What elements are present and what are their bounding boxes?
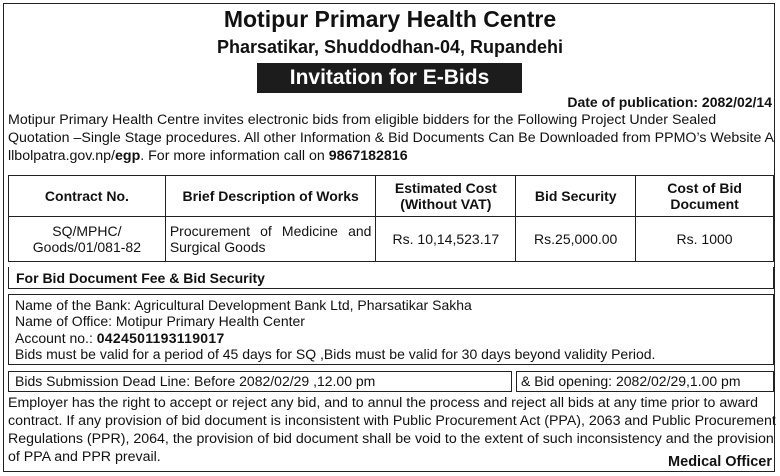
footer-paragraph: Employer has the right to accept or reject any bid, and to annul the process and reject all bids at any time prior to award contract. If any provision of bid document is inconsistent with Public Procurement Act (PPA), 2063 and Public Procurement Regulations (PPR), 2064, the provision of bid document shall be void to the extent of such inconsistency and the provision of PPA and PPR prevail.: [8, 395, 776, 465]
notice-banner: Invitation for E-Bids: [257, 63, 522, 93]
intro-paragraph: [8, 111, 776, 165]
account-line: [15, 330, 773, 346]
account-label: Account no.:: [15, 329, 97, 346]
contact-phone: 9867182816: [328, 148, 408, 164]
table-header-row: [9, 176, 774, 217]
page-title: Motipur Primary Health Centre: [223, 6, 557, 32]
intro-text: Motipur Primary Health Centre invites electronic bids from eligible bidders for the Following Project Under Sealed Quotation –Single Stage procedures. All other Information & Bid Documents Can Be Downloaded from PPMO’s Website A llbolpatra.gov.np/: [8, 112, 774, 164]
col-contract-no: Contract No.: [9, 176, 166, 217]
publication-date: Date of publication: 2082/02/14: [567, 94, 772, 110]
bid-opening: & Bid opening: 2082/02/29,1.00 pm: [516, 371, 774, 392]
bank-name: Name of the Bank: Agricultural Development Bank Ltd, Pharsatikar Sakha: [15, 297, 472, 313]
intro-text-after: . For more information call on: [140, 148, 329, 164]
submission-deadline: Bids Submission Dead Line: Before 2082/02/29 ,12.00 pm: [8, 371, 512, 392]
col-description: Brief Description of Works: [165, 176, 376, 217]
bids-table: [8, 175, 774, 262]
bid-security-cell: Rs.25,000.00: [516, 217, 636, 262]
page-subtitle: Pharsatikar, Shuddodhan-04, Rupandehi: [216, 37, 564, 57]
col-bid-security: Bid Security: [516, 176, 636, 217]
account-number: 0424501193119017: [96, 329, 225, 346]
website-path: egp: [115, 148, 141, 164]
table-row: [9, 217, 774, 262]
fee-section-heading: For Bid Document Fee & Bid Security: [8, 267, 774, 289]
signer-title: Medical Officer: [668, 454, 772, 470]
doc-cost-cell: Rs. 1000: [636, 217, 774, 262]
col-doc-cost: Cost of Bid Document: [636, 176, 774, 217]
col-estimated-cost: Estimated Cost (Without VAT): [376, 176, 516, 217]
contract-no-cell: SQ/MPHC/ Goods/01/081-82: [9, 217, 166, 262]
office-name: Name of Office: Motipur Primary Health Center: [15, 313, 305, 330]
deadline-row: [8, 371, 774, 392]
description-cell: Procurement of Medicine and Surgical Goods: [165, 217, 376, 262]
estimated-cost-cell: Rs. 10,14,523.17: [376, 217, 516, 262]
bank-details: [8, 294, 774, 365]
validity-note: Bids must be valid for a period of 45 days for SQ ,Bids must be valid for 30 days beyond validity Period.: [15, 345, 656, 362]
